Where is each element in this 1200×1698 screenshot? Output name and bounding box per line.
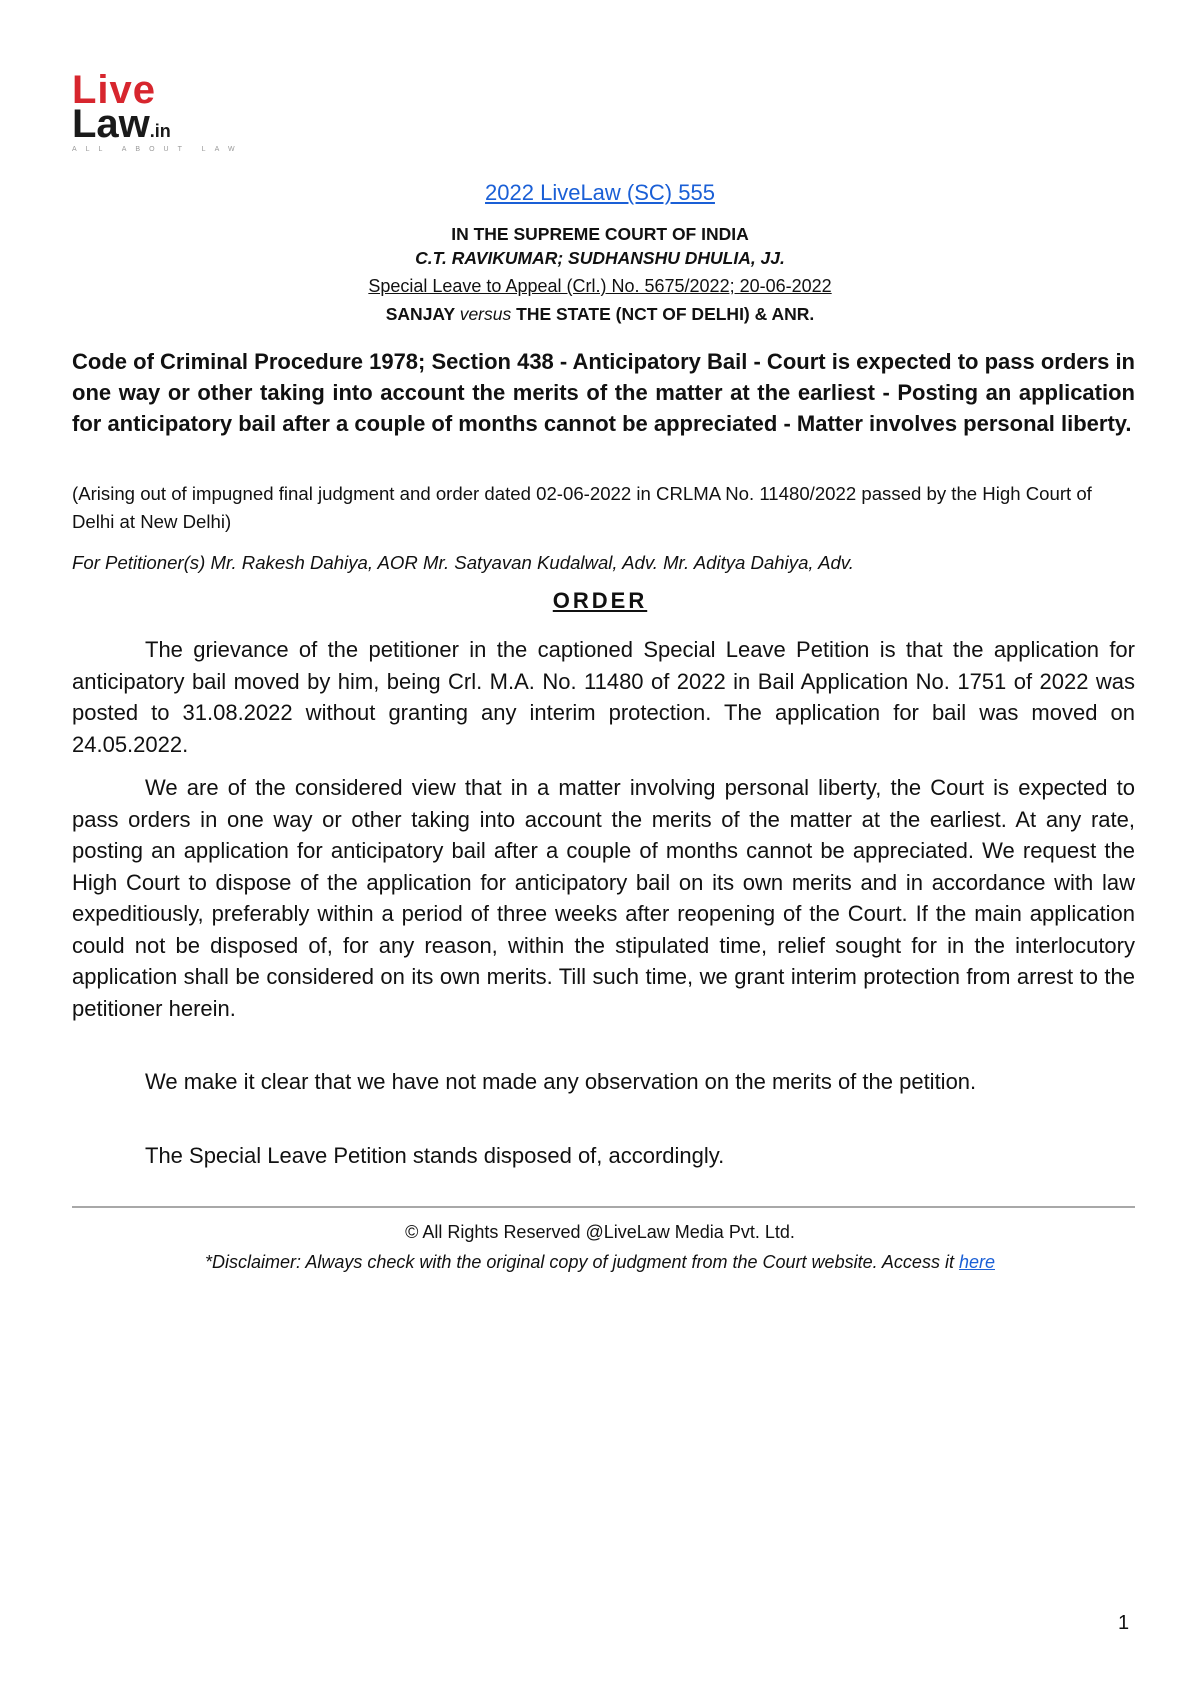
versus: versus [459, 304, 512, 324]
order-title: ORDER [552, 588, 648, 613]
disclaimer [0, 1252, 1200, 1273]
page-number: 1 [1118, 1612, 1130, 1634]
disclaimer-link[interactable]: here [958, 1252, 995, 1272]
logo-live: Live [72, 68, 157, 112]
headnote: Code of Criminal Procedure 1978; Section 438 - Anticipatory Bail - Court is expected to pass orders in one way or other taking into account the merits of the matter at the earliest - Posting an application for anticipatory bail after a couple of months cannot be appreciated - Matter involves personal liberty. [72, 349, 1135, 436]
logo-suffix: .in [149, 121, 171, 141]
footer-divider [72, 1206, 1135, 1208]
case-number: Special Leave to Appeal (Crl.) No. 5675/2022; 20-06-2022 [368, 276, 832, 296]
parties [0, 304, 1200, 325]
order-paragraph: We are of the considered view that in a matter involving personal liberty, the Court is expected to pass orders in one way or other taking into account the merits of the matter at the earliest. At any rate, posting an application for anticipatory bail after a couple of months cannot be appreciated. We request the High Court to dispose of the application for anticipatory bail on its own merits and in accordance with law expeditiously, preferably within a period of three weeks after reopening of the Court. If the main application could not be disposed of, for any reason, within the stipulated time, relief sought for in the interlocutory application shall be considered on its own merits. Till such time, we grant interim protection from arrest to the petitioner herein. [72, 775, 1135, 1021]
citation-link[interactable]: 2022 LiveLaw (SC) 555 [485, 180, 715, 205]
logo-law-text: Law [72, 102, 150, 146]
logo-tagline: ALL ABOUT LAW [72, 146, 244, 153]
rights-notice: © All Rights Reserved @LiveLaw Media Pvt. Ltd. [405, 1222, 795, 1242]
judges: C.T. RAVIKUMAR; SUDHANSHU DHULIA, JJ. [415, 248, 785, 268]
court-name: IN THE SUPREME COURT OF INDIA [451, 224, 749, 244]
counsel: For Petitioner(s) Mr. Rakesh Dahiya, AOR Mr. Satyavan Kudalwal, Adv. Mr. Aditya Dahiya, Adv. [72, 552, 854, 573]
respondent: THE STATE (NCT OF DELHI) & ANR. [516, 304, 815, 324]
order-paragraph: The grievance of the petitioner in the captioned Special Leave Petition is that the application for anticipatory bail moved by him, being Crl. M.A. No. 11480 of 2022 in Bail Application No. 1751 of 2022 was posted to 31.08.2022 without granting any interim protection. The application for bail was moved on 24.05.2022. [72, 637, 1135, 757]
petitioner: SANJAY [385, 304, 455, 324]
order-paragraph: We make it clear that we have not made any observation on the merits of the petition. [145, 1069, 977, 1094]
arising-note: (Arising out of impugned final judgment and order dated 02-06-2022 in CRLMA No. 11480/2022 passed by the High Court of Delhi at New Delhi) [72, 483, 1092, 532]
disclaimer-text: *Disclaimer: Always check with the original copy of judgment from the Court website. Access it [204, 1252, 954, 1272]
logo-law [72, 102, 262, 146]
livelaw-logo [72, 68, 262, 153]
order-paragraph: The Special Leave Petition stands disposed of, accordingly. [145, 1143, 725, 1168]
